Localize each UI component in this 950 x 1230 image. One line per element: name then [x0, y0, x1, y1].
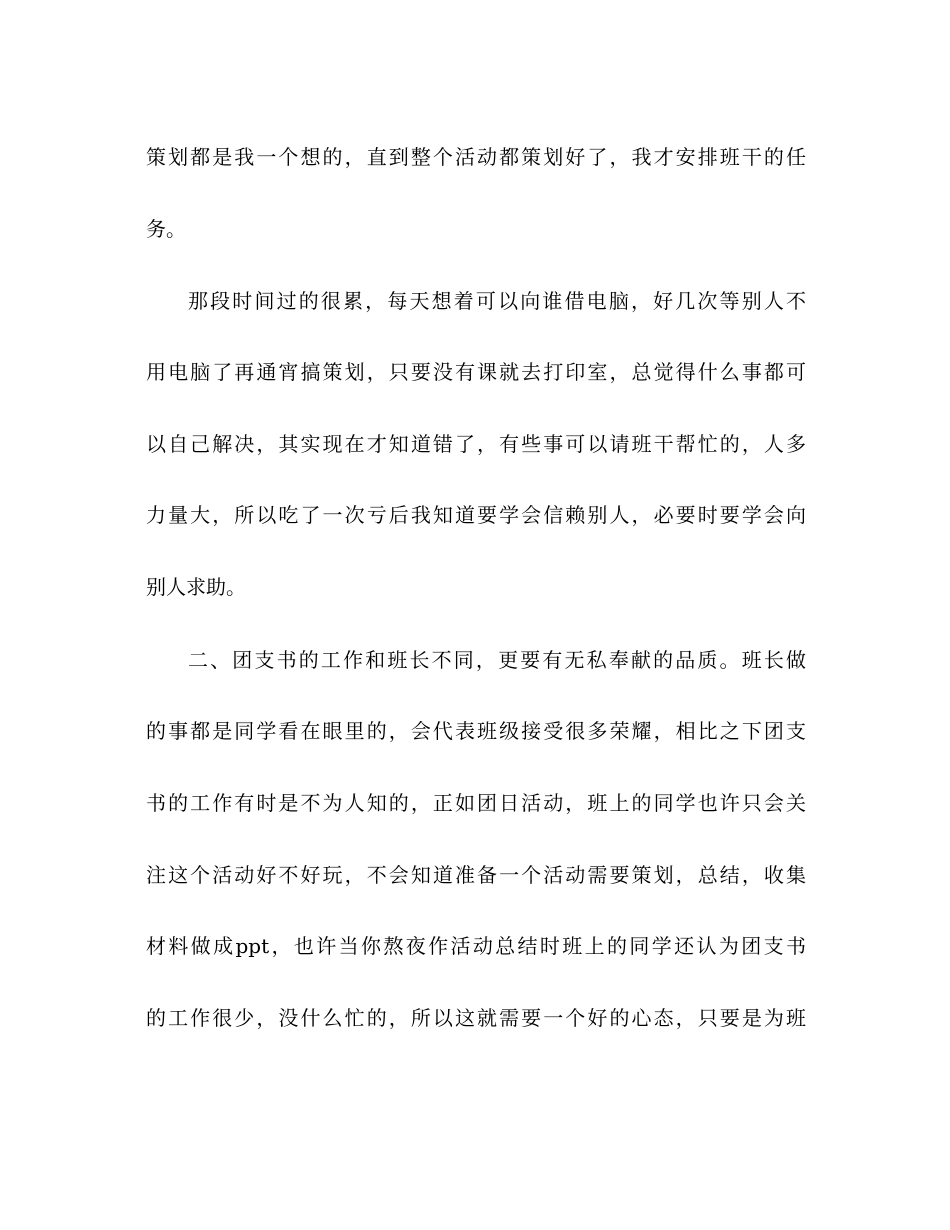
text-line-13: 的工作很少，没什么忙的，所以这就需要一个好的心态，只要是为班 — [146, 1006, 806, 1030]
text-line-12: 材料做成ppt，也许当你熬夜作活动总结时班上的同学还认为团支书 — [146, 934, 806, 958]
text-line-7: 别人求助。 — [146, 575, 246, 599]
text-line-11: 注这个活动好不好玩，不会知道准备一个活动需要策划，总结，收集 — [146, 863, 806, 887]
text-line-6: 力量大，所以吃了一次亏后我知道要学会信赖别人，必要时要学会向 — [146, 503, 806, 527]
text-line-4: 用电脑了再通宵搞策划，只要没有课就去打印室，总觉得什么事都可 — [146, 360, 806, 384]
text-line-9: 的事都是同学看在眼里的，会代表班级接受很多荣耀，相比之下团支 — [146, 719, 806, 743]
text-line-3: 那段时间过的很累，每天想着可以向谁借电脑，好几次等别人不 — [188, 289, 806, 313]
text-line-2: 务。 — [146, 217, 186, 241]
text-line-10: 书的工作有时是不为人知的，正如团日活动，班上的同学也许只会关 — [146, 791, 806, 815]
text-line-1: 策划都是我一个想的，直到整个活动都策划好了，我才安排班干的任 — [146, 145, 806, 169]
text-line-8: 二、团支书的工作和班长不同，更要有无私奉献的品质。班长做 — [188, 648, 806, 672]
text-line-5: 以自己解决，其实现在才知道错了，有些事可以请班干帮忙的，人多 — [146, 432, 806, 456]
